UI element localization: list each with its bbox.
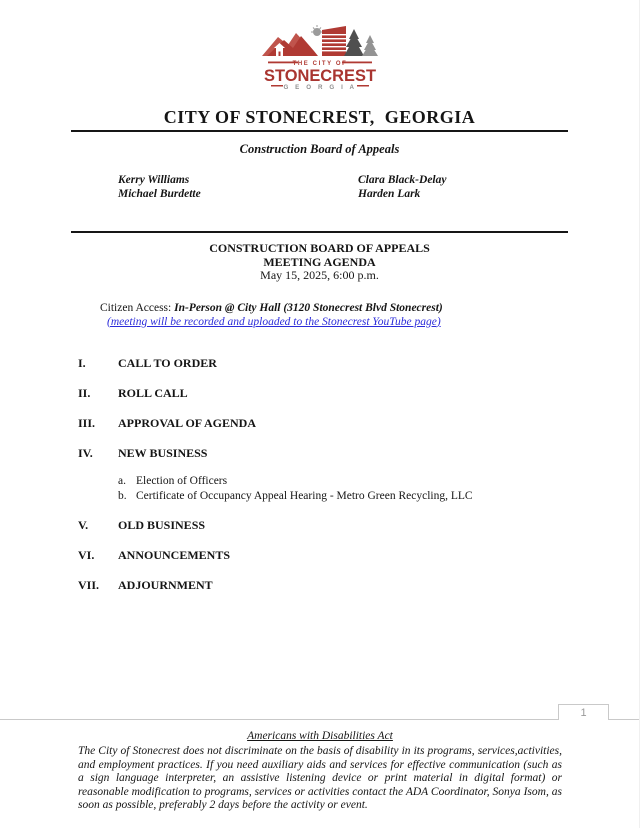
sub-item-letter: a.	[118, 474, 126, 487]
board-subtitle: Construction Board of Appeals	[239, 142, 400, 156]
page-title: CITY OF STONECREST, GEORGIA	[163, 107, 476, 127]
logo-mountains-icon	[262, 33, 318, 56]
agenda-label: NEW BUSINESS	[118, 445, 208, 460]
section-rule	[71, 231, 568, 233]
ada-paragraph: The City of Stonecrest does not discriminate on the basis of disability in its programs, services,activities, and employment practices. If you need auxiliary aids and services for effective communication (such as a sign language interpreter, an assistive listening device or print material in digital format) or reasonable modification to programs, services or activities contact the ADA Coordinator, Sonya Isom, as soon as possible, preferably 2 days before the activity or event.	[78, 745, 562, 811]
agenda-numeral: III.	[78, 415, 96, 430]
agenda-label: APPROVAL OF AGENDA	[118, 415, 257, 430]
sub-item-label: Election of Officers	[136, 474, 228, 487]
agenda-label: ANNOUNCEMENTS	[118, 547, 231, 562]
title-rule	[71, 130, 568, 132]
sub-item-occupancy-appeal-hearing	[0, 489, 639, 504]
sub-item-election-of-officers	[0, 474, 639, 489]
agenda-item-adjournment	[0, 578, 639, 592]
agenda-numeral: I.	[78, 355, 86, 370]
agenda-label: CALL TO ORDER	[118, 355, 217, 370]
members-left-column	[118, 173, 358, 201]
stonecrest-logo	[262, 23, 378, 95]
page-number-badge	[558, 704, 609, 720]
agenda-label: ADJOURNMENT	[118, 577, 213, 592]
agenda-item-approval-of-agenda	[0, 416, 639, 430]
sub-item-label: Certificate of Occupancy Appeal Hearing - Metro Green Recycling, LLC	[136, 489, 473, 502]
logo-building-icon	[322, 26, 346, 56]
logo-sun-icon	[311, 25, 323, 36]
member-name: Clara Black-Delay	[358, 174, 447, 186]
agenda-list	[0, 356, 639, 592]
agenda-item-roll-call	[0, 386, 639, 400]
citizen-access-line	[0, 301, 639, 315]
members-right-column	[358, 173, 446, 201]
agenda-numeral: VII.	[78, 577, 100, 592]
agenda-item-call-to-order	[0, 356, 639, 370]
logo-state-name: G E O R G I A	[282, 84, 357, 90]
recording-notice-line	[0, 315, 639, 330]
footer-separator-line	[0, 719, 640, 720]
city-logo-icon	[262, 23, 378, 90]
agenda-label: OLD BUSINESS	[118, 517, 206, 532]
agenda-numeral: IV.	[78, 445, 93, 460]
agenda-numeral: II.	[78, 385, 91, 400]
meeting-doc-type: MEETING AGENDA	[263, 254, 376, 269]
agenda-numeral: VI.	[78, 547, 95, 562]
sub-item-letter: b.	[118, 489, 127, 502]
youtube-page-link[interactable]: (meeting will be recorded and uploaded to the Stonecrest YouTube page)	[107, 315, 441, 328]
agenda-item-new-business	[0, 446, 639, 460]
citizen-access-label: Citizen Access:	[100, 301, 172, 314]
meeting-datetime: May 15, 2025, 6:00 p.m.	[260, 268, 379, 282]
meeting-header	[0, 242, 639, 283]
agenda-item-old-business	[0, 518, 639, 532]
meeting-board-line: CONSTRUCTION BOARD OF APPEALS	[209, 241, 430, 255]
page-number: 1	[580, 706, 587, 719]
member-name: Kerry Williams	[118, 174, 190, 186]
ada-footer	[0, 729, 640, 813]
logo-tagline: THE CITY OF	[292, 61, 347, 67]
member-name: Harden Lark	[358, 188, 421, 200]
logo-city-name: STONECREST	[263, 66, 377, 85]
agenda-numeral: V.	[78, 517, 89, 532]
new-business-sub-items	[0, 474, 639, 504]
citizen-access-location: In-Person @ City Hall (3120 Stonecrest Blvd Stonecrest)	[174, 301, 443, 314]
ada-title: Americans with Disabilities Act	[247, 730, 393, 742]
logo-trees-icon	[344, 29, 378, 56]
agenda-label: ROLL CALL	[118, 385, 188, 400]
member-name: Michael Burdette	[118, 188, 201, 200]
agenda-item-announcements	[0, 548, 639, 562]
board-members	[0, 173, 639, 201]
